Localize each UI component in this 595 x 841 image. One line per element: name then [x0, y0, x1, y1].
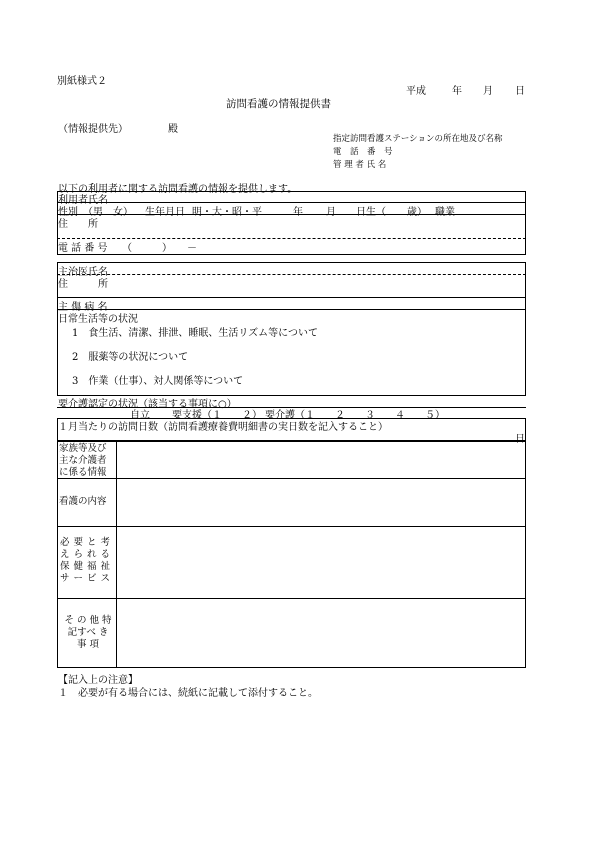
patient-birth-year: 年 — [293, 207, 303, 218]
disease-label: 主 傷 病 名 — [58, 302, 108, 313]
row-family-label: 家族等及び主な介護者に係る情報 — [59, 443, 107, 478]
visits-label: １月当たりの訪問日数（訪問看護療養費明細書の実日数を記入すること） — [58, 422, 388, 433]
row-services-label: 必 要 と 考 え ら れ る 保 健 福 祉 サ ー ビ ス — [60, 537, 111, 584]
doctor-address-label: 住 所 — [58, 279, 108, 290]
patient-job: 職業 — [435, 207, 455, 218]
daily-life-item: 2 服薬等の状況について — [72, 352, 189, 363]
patient-name-label: 利用者氏名 — [58, 195, 108, 206]
station-manager: 管 理 者 氏 名 — [333, 160, 387, 170]
patient-phone-format: （ ） － — [122, 243, 197, 254]
care-level-self-reliant: 自立 — [130, 410, 150, 421]
patient-sex-label: 性別 — [58, 207, 78, 218]
daily-life-title: 日常生活等の状況 — [58, 314, 138, 325]
station-phone: 電 話 番 号 — [333, 147, 393, 157]
visits-unit: 日 — [515, 434, 525, 445]
patient-birth-day: 日生（ — [356, 207, 386, 218]
date-month: 月 — [483, 86, 493, 97]
notes-title: 【記入上の注意】 — [58, 675, 138, 686]
patient-birth-label: 生年月日 — [145, 207, 185, 218]
station-address-name: 指定訪問看護ステーションの所在地及び名称 — [333, 134, 503, 144]
patient-birth-month: 月 — [326, 207, 336, 218]
page-title: 訪問看護の情報提供書 — [226, 98, 331, 110]
patient-eras: 明・大・昭・平 — [192, 207, 262, 218]
patient-phone-label: 電 話 番 号 — [58, 243, 108, 254]
date-day: 日 — [515, 86, 525, 97]
patient-sex-options: （男 女） — [83, 207, 133, 218]
care-level-care: 要介護（１ ２ ３ ４ ５） — [265, 410, 445, 421]
date-year: 年 — [452, 86, 462, 97]
daily-life-item: 3 作業（仕事）、対人関係等について — [72, 376, 244, 387]
intro-text: 以下の利用者に関する訪問看護の情報を提供します。 — [58, 184, 298, 195]
care-level-title: 要介護認定の状況（該当する事項に○） — [58, 399, 237, 410]
notes-item: １ 必要が有る場合には、続紙に記載して添付すること。 — [58, 688, 318, 699]
doctor-name-label: 主治医氏名 — [58, 267, 108, 278]
recipient-label: （情報提供先） — [58, 124, 128, 135]
patient-age: 歳） — [407, 207, 427, 218]
row-other-label: そ の 他 特記すべ き 事 項 — [64, 615, 112, 650]
date-era: 平成 — [406, 86, 426, 97]
patient-address-label: 住 所 — [58, 219, 98, 230]
info-table — [57, 441, 526, 668]
care-level-support: 要支援（１ ２） — [172, 410, 262, 421]
row-nursing-label: 看護の内容 — [59, 496, 107, 507]
form-number: 別紙様式２ — [57, 76, 107, 87]
daily-life-item: 1 食生活、清潔、排泄、睡眠、生活リズム等について — [72, 328, 318, 339]
recipient-honorific: 殿 — [168, 124, 178, 135]
